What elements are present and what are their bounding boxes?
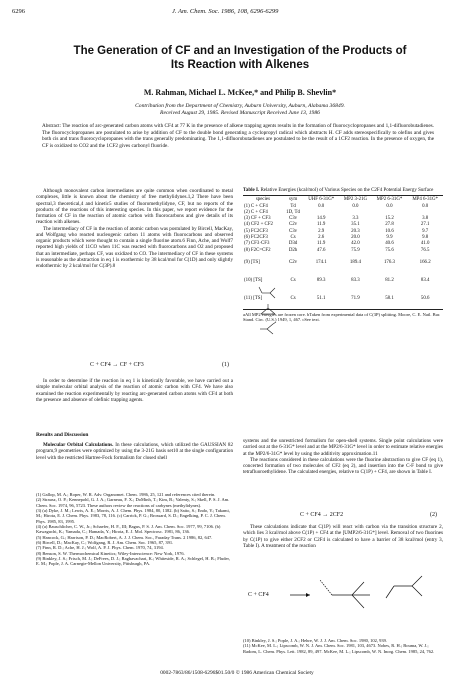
- energy-cell: 50.6: [420, 295, 430, 301]
- energy-cell: 27.8: [385, 222, 394, 228]
- table-caption: Relative Energies (kcal/mol) of Various Species on the C2F4 Potential Energy Surface: [260, 188, 434, 193]
- footnote: (9) Binkley, J. S.; Frisch, M. J.; DeFrees, D. J.; Raghavachari, K.; Whiteside, R. A.; Schlegel, H. B.; Fluder, E. M.; Pople, J. A. Carnegie-Mellon University, Pittsburgh, PA.: [36, 556, 230, 567]
- equation-2: C + CF4 → 2CF2: [300, 512, 344, 518]
- energy-cell: 9.9: [386, 234, 393, 240]
- ts9-structure-icon: [258, 285, 278, 301]
- paragraph: Although monovalent carbon intermediates are quite common when coordinated to metal complexes, little is known about the chemistry of free methylidynes.1,2 There have been spectral,3 theoretical,4 and kinetic5 studies of fluoromethylidyne, CF, but no reports of the products of the reactions of this interesting species. In this paper, we report evidence for the formation of CF in the reaction of atomic carbon with fluorocarbons and give details of its reaction with alkenes.: [36, 188, 233, 226]
- footnote: (6) Bircell, D.; MacKay, C.; Wolfgang, R. J. Am. Chem. Soc. 1965, 87, 391.: [36, 540, 174, 546]
- energy-cell: 83.3: [351, 277, 360, 283]
- species-cell: (10) [TS]: [244, 277, 263, 283]
- species-cell: (7) CF3·CF3: [244, 241, 270, 247]
- paragraph: The intermediacy of CF in the reaction of atomic carbon was postulated by Bircell, MacKay, and Wolfgang who reacted nucleogenic carbon 11 atoms with fluorocarbons and observed organic products which were thought to contain a single fluorine atom.6 Finn, Ache, and Wolf7 reported high yields of 11CO when 11C was reacted with fluorocarbons and O2 and proposed that an intermediate, perhaps CF, was oxidized to CO. The intermediacy of CF in these systems is reasonable as the abstraction in eq 1 is exothermic by 38 kcal/mol for C(1D) and only slightly endothermic by 2 kcal/mol for C(3P).8: [36, 225, 233, 269]
- energy-cell: 75.6: [385, 247, 394, 253]
- energy-cell: 51.1: [316, 295, 326, 301]
- energy-cell: 0.0: [422, 203, 429, 209]
- left-column-mo: [36, 442, 233, 461]
- species-cell: (3) CF + CF3: [244, 216, 271, 222]
- energy-cell: 75.9: [351, 247, 360, 253]
- species-cell: (8) F2C=CF2: [244, 247, 271, 253]
- species-cell: (2) C + CF4: [244, 209, 268, 215]
- footnote: (5) Hancock, G.; Harrison, P. D.; MacRobert, A. J. J. Chem. Soc., Faraday Trans. 2 1986, 82, 647.: [36, 534, 213, 540]
- energy-cell: 71.9: [351, 295, 360, 301]
- running-header: [12, 8, 462, 18]
- title-line-1: The Generation of CF and an Investigation of the Products of: [73, 45, 407, 57]
- right-column: [243, 438, 443, 476]
- energy-cell: 2.6: [318, 234, 325, 240]
- left-column: [36, 188, 233, 269]
- energy-cell: 20.3: [351, 228, 360, 234]
- paragraph: In these calculations, which utilized the GAUSSIAN 82 program,9 geometries were optimized by using the 3-21G basis set10 at the single configuration level with the restricted Hartree-Fock formalism for closed shell: [36, 442, 233, 461]
- energy-cell: D2h: [288, 247, 298, 253]
- table-header-cell: species: [255, 197, 270, 203]
- energy-cell: C2v: [288, 259, 298, 265]
- affiliation-line-1: Contribution from the Department of Chemistry, Auburn University, Auburn, Alabama 36849.: [135, 103, 345, 109]
- energy-cell: D3d: [288, 241, 298, 247]
- species-cell: (4) CF2 + CF2: [244, 222, 273, 228]
- subheading: Molecular Orbital Calculations.: [43, 442, 114, 448]
- energy-cell: Cs: [290, 295, 296, 301]
- footnote: (7) Finn, R. D.; Ache, H. J.; Wolf, A. P. J. Phys. Chem. 1970, 74, 3194.: [36, 545, 164, 551]
- right-footnotes: [243, 638, 443, 654]
- table-label: Table I.: [243, 188, 260, 193]
- right-column-cont: [243, 524, 443, 549]
- page-footer: 0002-7863/86/1508-6296$01.50/0 © 1986 American Chemical Society: [160, 670, 314, 676]
- energy-cell: C2v: [288, 222, 298, 228]
- energy-cell: 81.2: [385, 277, 394, 283]
- footnote: (10) Binkley, J. S.; Pople, J. A.; Hehre, W. J. J. Am. Chem. Soc. 1980, 102, 939.: [243, 638, 387, 643]
- author-list: M. Rahman, Michael L. McKee,* and Philip B. Shevlin*: [143, 88, 337, 97]
- table-header-cell: MP2 3-21G: [343, 197, 368, 203]
- energy-cell: 83.4: [420, 277, 430, 283]
- reaction-scheme-figure: [282, 568, 442, 618]
- journal-citation: J. Am. Chem. Soc. 1986, 108, 6296-6299: [172, 8, 279, 15]
- equation-1-number: (1): [222, 362, 229, 368]
- table-row: [243, 254, 443, 272]
- energy-cell: 9.8: [422, 234, 429, 240]
- energy-cell: 0.0: [386, 203, 393, 209]
- footnote: (2) Strausz, O. P.; Kennepohl, G. J. A.; Garneau, F. X.; DoMinh, T.; Kim, B.; Valenty, S.; Skell, P. S. J. Am. Chem. Soc. 1974, 96, 5723. These authors review the reactions of carbynes (methylidynes).: [36, 497, 230, 508]
- equation-2-number: (2): [430, 512, 437, 518]
- footnote: (11) McKee, M. L.; Lipscomb, W. N. J. Am. Chem. Soc. 1981, 103, 4673. Nobes, R. H.; Bouma, W. J.; Radom, L. Chem. Phys. Lett. 1982, 89, 497. McKee, M. L.; Lipscomb, W. N. Inorg. Chem. 1985, 24, 762.: [243, 643, 435, 654]
- arrow-head-icon: [306, 593, 310, 597]
- energy-cell: 20.0: [351, 234, 360, 240]
- paragraph: systems and the unrestricted formalism for open-shell systems. Single point calculations were carried out at the 6-31G* level and at the MP2/6-31G* level in order to estimate relative energies at the MP2/6-31G* level by using the additivity approximation.11: [243, 438, 443, 457]
- energy-cell: 42.0: [351, 241, 360, 247]
- page-number: 6296: [12, 8, 25, 15]
- energy-cell: Cs: [290, 234, 296, 240]
- energy-cell: 41.0: [420, 241, 430, 247]
- table-header-cell: UHF 6-31G*: [308, 197, 335, 203]
- paragraph: The reactions considered in these calculations were the fluorine abstraction to give CF (eq 1), concerted formation of two molecules of CF2 (eq 2), and insertion into the C-F bond to give tetrafluoroethylidene. The calculated energies, relative to C(1P) + CF4, are shown in Table I.: [243, 456, 443, 476]
- abstract: Abstract: The reaction of arc-generated carbon atoms with CF4 at 77 K in the presence of alkene trapping agents results in the formation of fluorocyclopropanes and 1,1-difluorobutadienes. The fluorocyclopropanes are postulated to arise by addition of CF to the double bond generating a cyclopropyl radical which abstracts H. CF adds stereospecifically to olefins and gives both cis and trans fluorocyclopropanes with the trans generally predominating. The 1,1-difluorobutadienes are postulated to be the result of a 1CF2 reaction. In the presence of oxygen, the CF is oxidized to CO2 and the 1CF2 gives carbonyl fluoride.: [42, 123, 434, 149]
- title-line-2: Its Reaction with Alkenes: [170, 59, 310, 71]
- paragraph: In order to determine if the reaction in eq 1 is kinetically favorable, we have carried out a simple molecular orbital analysis of the reaction of atomic carbon with CF4. We have also examined the reaction experimentally by reacting arc-generated carbon atoms with CF4 at both the presence and absence of olefinic trapping agents.: [36, 378, 233, 403]
- energy-cell: 11.9: [317, 241, 326, 247]
- left-column-cont: [36, 378, 233, 403]
- table-header-cell: MP2 6-31G*: [376, 197, 403, 203]
- transition-structure: [320, 580, 370, 608]
- article-title: [50, 44, 430, 72]
- table-header-cell: sym: [288, 197, 298, 203]
- energy-cell: 76.5: [420, 247, 430, 253]
- energy-cell: Td: [290, 203, 296, 209]
- paragraph: These calculations indicate that C(1P) will react with carbon via the transition structure 2, which lies 3 kcal/mol above C(1P) + CF4 at the [UMP2/6-31G*] level. Removal of two fluorines by C(1P) to give either 2CF2 or C2F4 is calculated to have a barrier of 38 kcal/mol (entry 3, Table I). A treatment of the reaction: [243, 524, 443, 549]
- energy-cell: 47.6: [316, 247, 326, 253]
- species-cell: (5) FC2CF3: [244, 228, 268, 234]
- energy-cell: 0.0: [318, 203, 325, 209]
- energy-cell: C3v: [288, 216, 298, 222]
- energy-cell: 2.9: [318, 228, 325, 234]
- energy-cell: 174.1: [315, 259, 327, 265]
- energy-cell: 27.1: [420, 222, 430, 228]
- energy-cell: 166.2: [419, 259, 431, 265]
- energy-cell: 11.9: [317, 222, 326, 228]
- section-heading: Results and Discussion: [36, 432, 89, 438]
- affiliation: [60, 103, 420, 117]
- energy-cell: 189.4: [349, 259, 361, 265]
- energy-cell: 176.3: [383, 259, 395, 265]
- energy-cell: 89.3: [316, 277, 326, 283]
- left-footnotes: [36, 492, 233, 567]
- energy-cell: Cs: [290, 277, 296, 283]
- footnote: (1) Gallop, M. A.; Roper, W. R. Adv. Organomet. Chem. 1986, 25, 121 and references cited therein.: [36, 492, 216, 497]
- energy-cell: 40.6: [385, 241, 394, 247]
- energy-cell: 3.3: [352, 216, 359, 222]
- energy-cell: 15.2: [385, 216, 394, 222]
- footnote: (3) (a) Dyke, J. M.; Lewis, A. E.; Morris, A. J. Chem. Phys. 1984, 80, 1382. (b) Saito, S.; Endo, Y.; Takami, M.; Hirota, E. J. Chem. Phys. 1983, 78, 116. (c) Carrick, P. G.; Brossard, S. D.; Engelking, P. C. J. Chem. Phys. 1985, 83, 1995.: [36, 508, 230, 524]
- energy-cell: C3v: [288, 228, 298, 234]
- species-cell: (1) C + CF4: [244, 203, 268, 209]
- energy-cell: 10.6: [385, 228, 394, 234]
- energy-cell: 1D, Td: [286, 209, 300, 215]
- energy-cell: 3.8: [422, 216, 429, 222]
- species-cell: (9) [TS]: [244, 259, 260, 265]
- footnote: (4) (a) Bauschlicher, C. W., Jr.; Schaefer, H. F., III; Bagus, P. S. J. Am. Chem. Soc. 1977, 99, 7106. (b) Kawaguchi, K.; Yamada, C.; Hamada, Y.; Hirota, E. J. Mol. Spectrosc. 1981, 86, 136.: [36, 524, 221, 535]
- energy-cell: 9.7: [422, 228, 429, 234]
- scheme-reactants: C + CF4: [248, 592, 269, 598]
- footnote: (8) Benson, S. W. Thermochemical Kinetics; Wiley-Interscience: New York, 1976.: [36, 550, 185, 556]
- table-footnote: aAll MP2 energies are frozen core. bTaken from experimental data of C(3P) splitting. Moore, C. E. Natl. Bur. Stand. Circ. (U.S.) 1949, 1, 467. cSee text.: [243, 311, 441, 323]
- equation-1: C + CF4 → CF + CF3: [90, 362, 144, 368]
- product-structure: [386, 576, 422, 598]
- species-cell: (6) FC2CF3: [244, 234, 268, 240]
- energy-cell: 0.0: [352, 203, 359, 209]
- affiliation-line-2: Received August 29, 1985. Revised Manuscript Received June 13, 1986: [160, 110, 320, 116]
- species-cell: (11) [TS]: [244, 295, 263, 301]
- ts11-structure-icon: [258, 321, 278, 337]
- energy-cell: 14.9: [316, 216, 326, 222]
- ts10-structure-icon: [258, 303, 278, 319]
- energy-cell: 35.1: [351, 222, 360, 228]
- energy-cell: 58.1: [385, 295, 394, 301]
- table-header-cell: MP4 6-31G*: [412, 197, 438, 203]
